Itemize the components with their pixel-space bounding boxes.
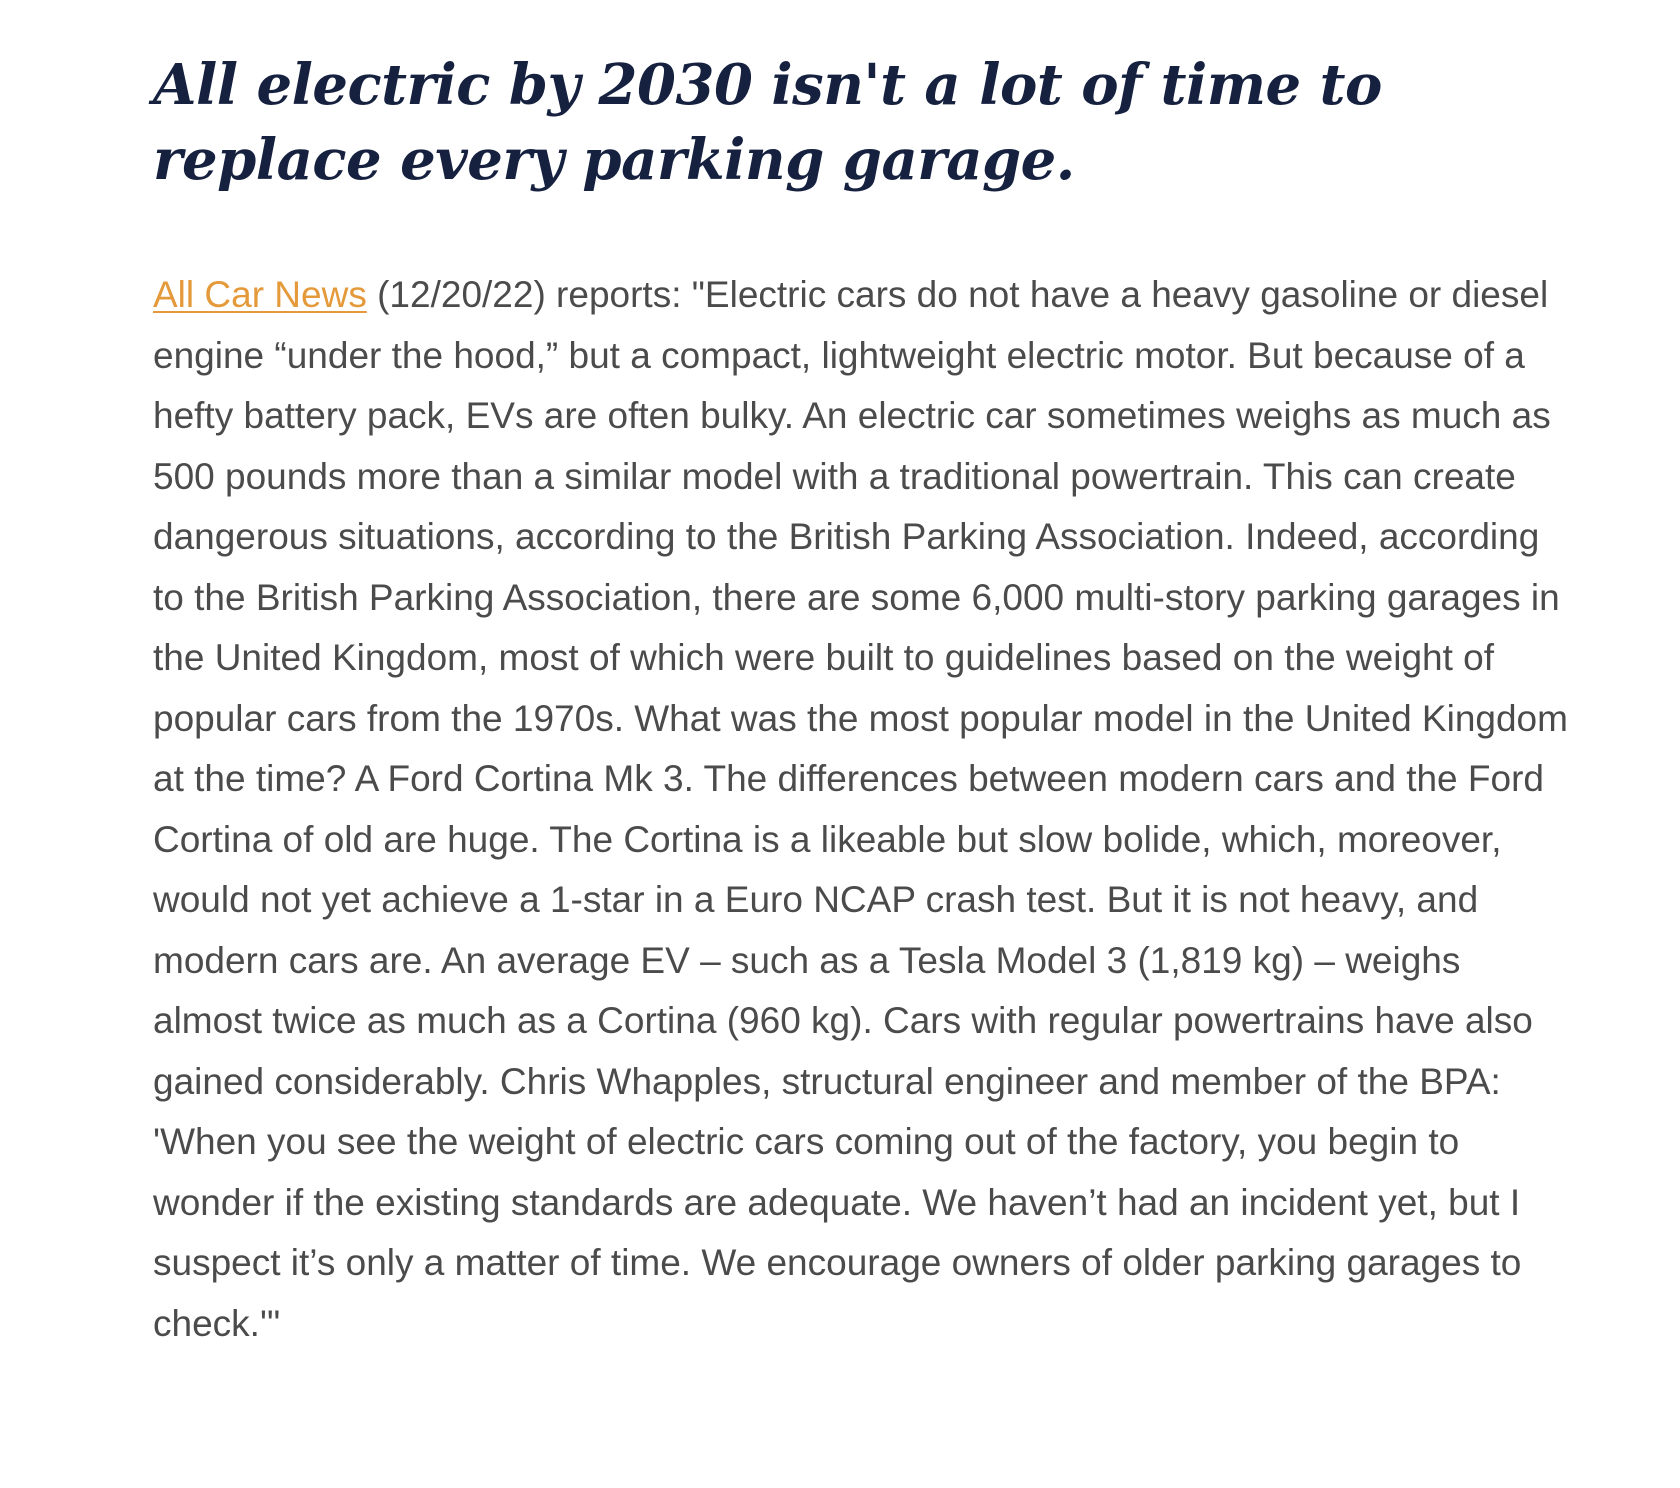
article-body [153,265,1573,1354]
article-quote: "Electric cars do not have a heavy gasoline or diesel engine “under the hood,” but a compact, lightweight electric motor. But because of a hefty battery pack, EVs are often bulky. An electric car sometimes weighs as much as 500 pounds more than a similar model with a traditional powertrain. This can create dangerous situations, according to the British Parking Association. Indeed, according to the British Parking Association, there are some 6,000 multi-story parking garages in the United Kingdom, most of which were built to guidelines based on the weight of popular cars from the 1970s. What was the most popular model in the United Kingdom at the time? A Ford Cortina Mk 3. The differences between modern cars and the Ford Cortina of old are huge. The Cortina is a likeable but slow bolide, which, moreover, would not yet achieve a 1-star in a Euro NCAP crash test. But it is not heavy, and modern cars are. An average EV – such as a Tesla Model 3 (1,819 kg) – weighs almost twice as much as a Cortina (960 kg). Cars with regular powertrains have also gained considerably. Chris Whapples, structural engineer and member of the BPA: 'When you see the weight of electric cars coming out of the factory, you begin to wonder if the existing standards are adequate. We haven’t had an incident yet, but I suspect it’s only a matter of time. We encourage owners of older parking garages to check.'" [153,274,1568,1344]
article [153,48,1573,1354]
report-date: (12/20/22) reports: [366,274,692,315]
article-headline: All electric by 2030 isn't a lot of time to replace every parking garage. [153,52,1382,193]
source-link[interactable]: All Car News [153,274,367,315]
